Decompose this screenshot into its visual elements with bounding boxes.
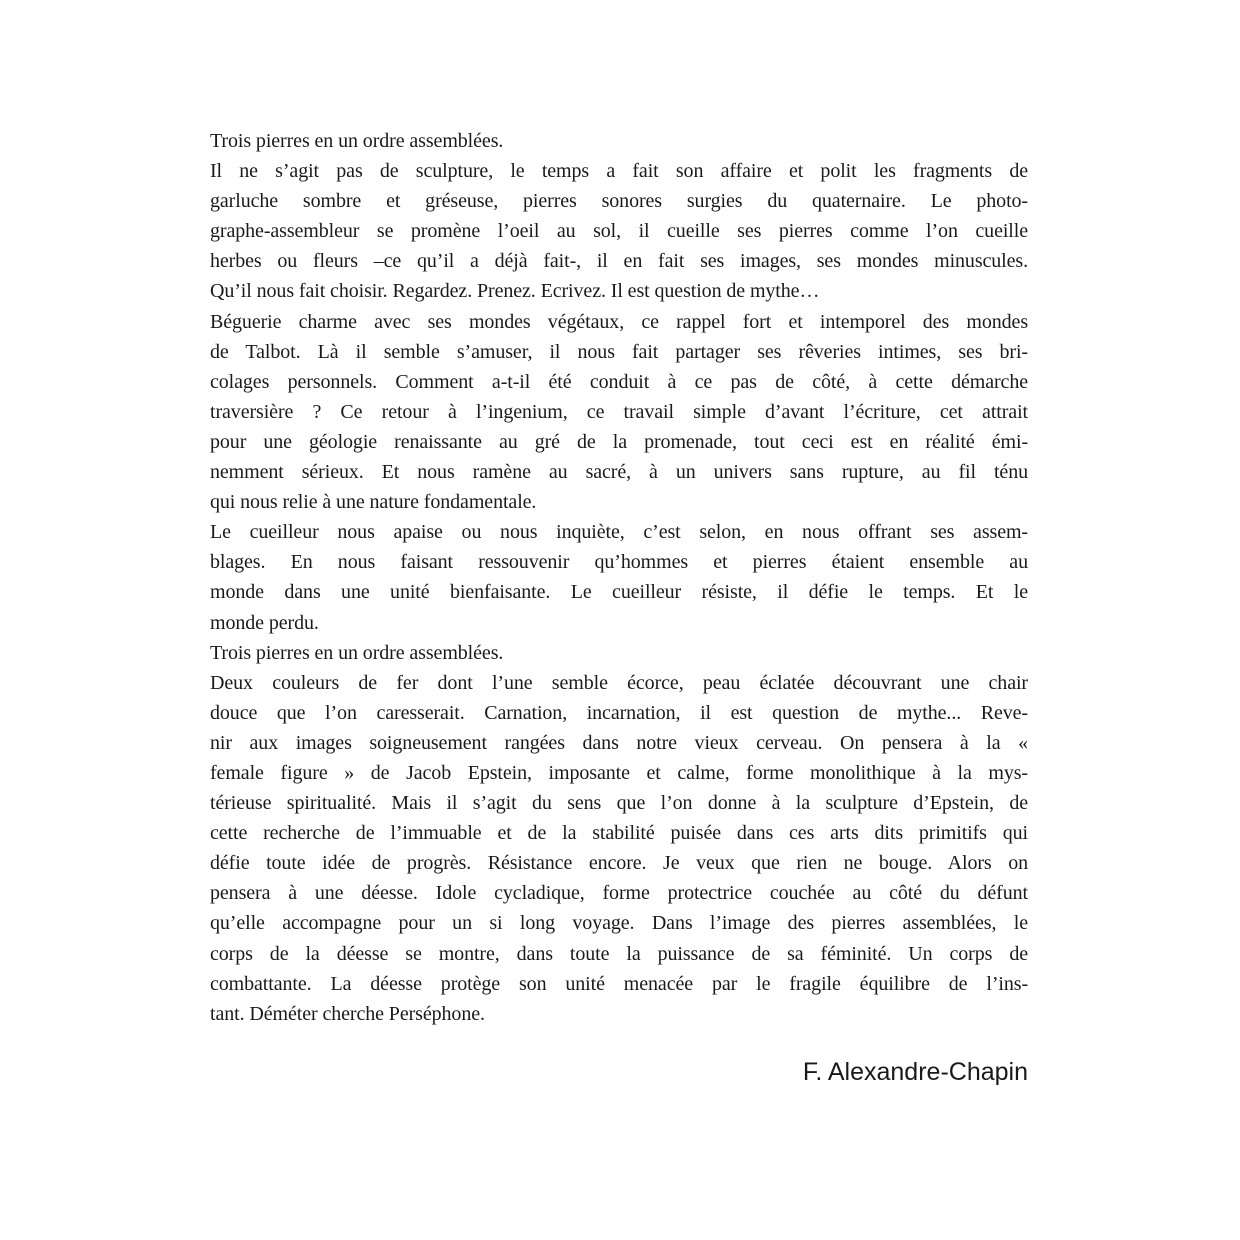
text-line: blages. En nous faisant ressouvenir qu’hommes et pierres étaient ensemble au — [210, 551, 1028, 574]
paragraph — [210, 668, 1028, 1029]
text-line: pensera à une déesse. Idole cycladique, forme protectrice couchée au côté du défunt — [210, 882, 1028, 905]
text-line: Il ne s’agit pas de sculpture, le temps a fait son affaire et polit les fragments de — [210, 160, 1028, 183]
text-line: female figure » de Jacob Epstein, imposante et calme, forme monolithique à la mys- — [210, 761, 1028, 784]
text-line: corps de la déesse se montre, dans toute la puissance de sa féminité. Un corps de — [210, 942, 1028, 965]
paragraph — [210, 638, 1028, 668]
text-line: tant. Déméter cherche Perséphone. — [210, 1002, 485, 1025]
text-line: Trois pierres en un ordre assemblées. — [210, 641, 504, 664]
text-line: cette recherche de l’immuable et de la stabilité puisée dans ces arts dits primitifs qui — [210, 822, 1028, 845]
text-line: monde perdu. — [210, 611, 319, 634]
text-line: qui nous relie à une nature fondamentale. — [210, 491, 537, 514]
text-line: qu’elle accompagne pour un si long voyage. Dans l’image des pierres assemblées, le — [210, 912, 1028, 935]
paragraph — [210, 156, 1028, 306]
text-line: pour une géologie renaissante au gré de la promenade, tout ceci est en réalité émi- — [210, 430, 1028, 453]
text-line: Béguerie charme avec ses mondes végétaux, ce rappel fort et intemporel des mondes — [210, 310, 1028, 333]
text-line: herbes ou fleurs –ce qu’il a déjà fait-, il en fait ses images, ses mondes minuscules. — [210, 250, 1028, 273]
text-line: de Talbot. Là il semble s’amuser, il nous fait partager ses rêveries intimes, ses bri- — [210, 340, 1028, 363]
text-line: graphe-assembleur se promène l’oeil au sol, il cueille ses pierres comme l’on cueille — [210, 220, 1028, 243]
text-line: térieuse spiritualité. Mais il s’agit du sens que l’on donne à la sculpture d’Epstein, de — [210, 792, 1028, 815]
text-line: Le cueilleur nous apaise ou nous inquiète, c’est selon, en nous offrant ses assem- — [210, 521, 1028, 544]
paragraph — [210, 126, 1028, 156]
text-line: douce que l’on caresserait. Carnation, incarnation, il est question de mythe... Reve- — [210, 701, 1028, 724]
text-line: nemment sérieux. Et nous ramène au sacré, à un univers sans rupture, au fil ténu — [210, 461, 1028, 484]
text-line: Trois pierres en un ordre assemblées. — [210, 130, 504, 152]
text-line: Qu’il nous fait choisir. Regardez. Prenez. Ecrivez. Il est question de mythe… — [210, 280, 820, 303]
text-line: Deux couleurs de fer dont l’une semble écorce, peau éclatée découvrant une chair — [210, 671, 1028, 694]
text-line: garluche sombre et gréseuse, pierres sonores surgies du quaternaire. Le photo- — [210, 190, 1028, 213]
text-line: nir aux images soigneusement rangées dans notre vieux cerveau. On pensera à la « — [210, 731, 1028, 754]
signature: F. Alexandre-Chapin — [802, 1058, 1028, 1086]
paragraph — [210, 517, 1028, 637]
text-line: monde dans une unité bienfaisante. Le cueilleur résiste, il défie le temps. Et le — [210, 581, 1028, 604]
text-line: colages personnels. Comment a-t-il été conduit à ce pas de côté, à cette démarche — [210, 370, 1028, 393]
text-line: combattante. La déesse protège son unité menacée par le fragile équilibre de l’ins- — [210, 972, 1028, 995]
paragraph — [210, 307, 1028, 518]
text-line: défie toute idée de progrès. Résistance encore. Je veux que rien ne bouge. Alors on — [210, 852, 1028, 875]
body-text — [210, 126, 1028, 1029]
text-line: traversière ? Ce retour à l’ingenium, ce travail simple d’avant l’écriture, cet attrait — [210, 400, 1028, 423]
